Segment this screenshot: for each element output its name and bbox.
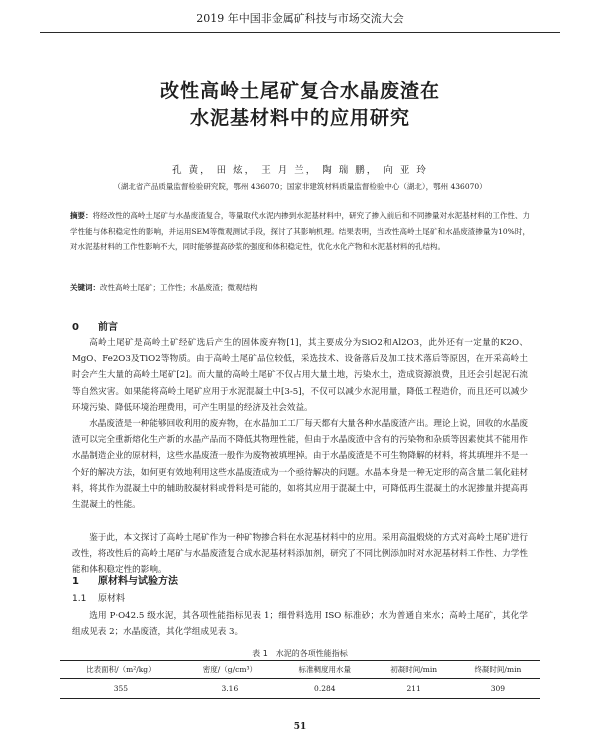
table-cell: 0.284 — [278, 679, 372, 699]
table-header-cell: 终凝时间/min — [456, 661, 540, 679]
subsection-title: 原材料 — [98, 594, 126, 604]
intro-paragraph-3: 鉴于此，本文探讨了高岭土尾矿作为一种矿物掺合料在水泥基材料中的应用。采用高温煅烧的方式对高岭土尾矿进行改性，将改性后的高岭土尾矿与水晶废渣复合成水泥基材料添加剂，研究了不同比例添加时对水泥基材料工作性、力学性能和体积稳定性的影响。 — [72, 533, 528, 576]
page-header — [40, 10, 560, 33]
table-header-cell: 比表面积/（m²/kg） — [60, 661, 182, 679]
table-cell: 3.16 — [182, 679, 278, 699]
author-list: 孔 黄， 田 炫， 王 月 兰， 陶 瑞 鹏， 向 亚 玲 — [172, 165, 428, 176]
table-row — [60, 679, 540, 699]
paper-title-line2: 水泥基材料中的应用研究 — [189, 107, 410, 129]
section-title: 原材料与试验方法 — [98, 576, 178, 587]
table-header-cell: 密度/（g/cm³） — [182, 661, 278, 679]
intro-paragraph-1: 高岭土尾矿是高岭土矿经矿选后产生的固体废弃物[1]，其主要成分为SiO2和Al2O3，此外还有一定量的K2O、MgO、Fe2O3及TiO2等物质。由于高岭土尾矿品位较低，采选技术、设备落后及加工技术落后等原因，在开采高岭土时会产生大量的高岭土尾矿[2]。而大量的高岭土尾矿不仅占用大量土地，污染水土，造成资源浪费，且还会引起泥石流等自然灾害。如果能将高岭土尾矿应用于水泥混凝土中[3-5]，不仅可以减少水泥用量，降低工程造价，而且还可以减少环境污染、降低环境治理费用，可产生明显的经济及社会效益。 — [72, 338, 528, 413]
section-heading-intro — [72, 318, 118, 333]
cement-properties-table — [60, 660, 540, 699]
section-title: 前言 — [98, 322, 118, 333]
table-header-cell: 标准稠度用水量 — [278, 661, 372, 679]
conference-name: 2019 年中国非金属矿科技与市场交流大会 — [196, 12, 404, 25]
table-cell: 355 — [60, 679, 182, 699]
section-number: 0 — [72, 322, 79, 333]
table-header-row — [60, 661, 540, 679]
section-heading-materials — [72, 572, 178, 587]
subsection-number: 1.1 — [72, 594, 87, 604]
keywords — [70, 282, 530, 293]
abstract-label: 摘要： — [70, 211, 93, 220]
paper-title-line1: 改性高岭土尾矿复合水晶废渣在 — [159, 80, 440, 102]
keywords-label: 关键词： — [70, 283, 100, 292]
table-cell: 211 — [372, 679, 456, 699]
abstract — [70, 208, 530, 255]
section-number: 1 — [72, 576, 79, 587]
subsection-heading-raw-materials — [72, 591, 125, 604]
table-header-cell: 初凝时间/min — [372, 661, 456, 679]
table-cell: 309 — [456, 679, 540, 699]
affiliation: （湖北省产品质量监督检验研究院，鄂州 436070；国家非建筑材料质量监督检验中心（湖北），鄂州 436070） — [113, 182, 487, 191]
intro-paragraph-2: 水晶废渣是一种能够回收利用的废弃物，在水晶加工工厂每天都有大量各种水晶废渣产出。理论上说，回收的水晶废渣可以完全重新熔化生产新的水晶产品而不降低其物理性能，但由于水晶废渣中含有的污染物和杂质等因素使其不能用作水晶制造企业的原材料，这些水晶废渣一般作为废物被填埋掉。由于水晶废渣是不可生物降解的材料，将其填埋并不是一个好的解决方法，如何更有效地利用这些水晶废渣成为一个亟待解决的问题。水晶本身是一种无定形的高含量二氧化硅材料，将其作为混凝土中的辅助胶凝材料或骨料是可能的，如将其应用于混凝土中，可降低再生混凝土的水泥掺量并提高再生混凝土的性能。 — [72, 419, 528, 511]
abstract-text: 将经改性的高岭土尾矿与水晶废渣复合，等量取代水泥内掺到水泥基材料中，研究了掺入前后和不同掺量对水泥基材料的工作性、力学性能与体积稳定性的影响，并运用SEM等微观测试手段，探讨了其影响机理。结果表明，当改性高岭土尾矿和水晶废渣掺量为10%时，对水泥基材料的工作性影响不大，同时能够提高砂浆的强度和体积稳定性，优化水化产物和水泥基材料的孔结构。 — [70, 211, 530, 252]
keywords-text: 改性高岭土尾矿；工作性；水晶废渣；微观结构 — [100, 283, 258, 292]
table-caption: 表 1 水泥的各项性能指标 — [252, 649, 348, 658]
materials-paragraph: 选用 P·O42.5 级水泥，其各项性能指标见表 1；细骨料选用 ISO 标准砂；水为普通自来水；高岭土尾矿，其化学组成见表 2；水晶废渣，其化学组成见表 3。 — [72, 611, 528, 638]
page-number: 51 — [293, 722, 307, 732]
